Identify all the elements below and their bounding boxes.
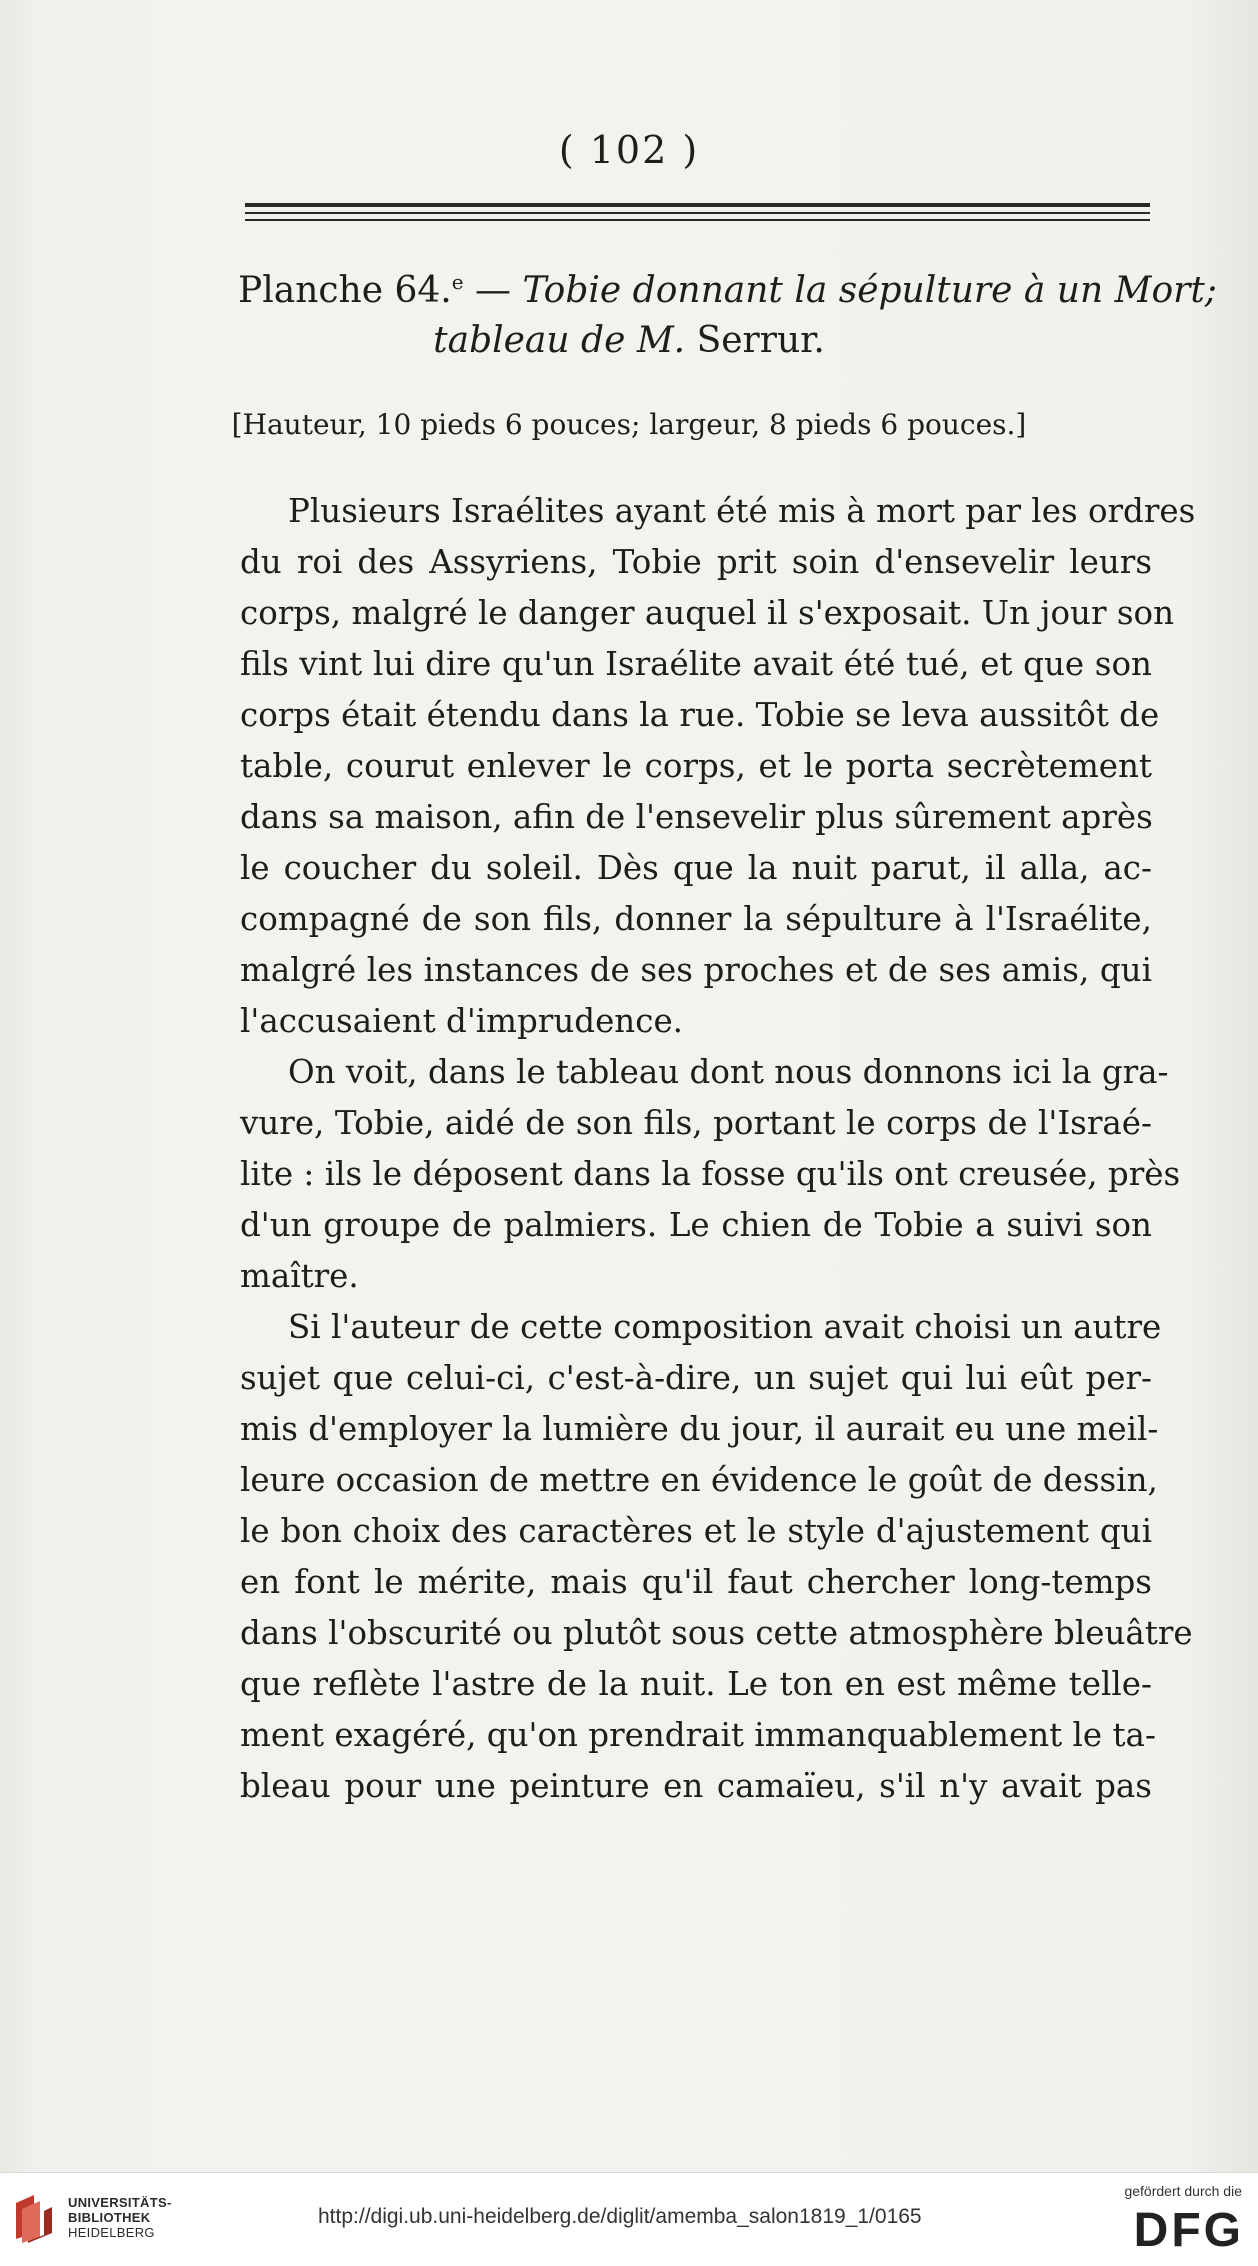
digitization-footer bbox=[0, 2172, 1258, 2266]
library-name bbox=[68, 2195, 172, 2240]
text-line: le bon choix des caractères et le style d'ajustement qui bbox=[240, 1512, 1152, 1550]
text-line: fils vint lui dire qu'un Israélite avait été tué, et que son bbox=[240, 645, 1152, 683]
artist-name: Serrur. bbox=[685, 320, 825, 361]
paragraph-1 bbox=[240, 486, 1196, 1047]
text-line: malgré les instances de ses proches et de ses amis, qui bbox=[240, 951, 1152, 989]
text-line: Si l'auteur de cette composition avait choisi un autre bbox=[288, 1308, 1162, 1346]
page-number: ( 102 ) bbox=[558, 128, 700, 172]
painting-attribution bbox=[0, 320, 1258, 361]
text-line: Plusieurs Israélites ayant été mis à mort par les ordres bbox=[288, 492, 1196, 530]
paragraph-2 bbox=[240, 1047, 1181, 1302]
plate-label: Planche 64. bbox=[238, 270, 452, 311]
text-line: On voit, dans le tableau dont nous donnons ici la gra- bbox=[288, 1053, 1169, 1091]
text-line: d'un groupe de palmiers. Le chien de Tobie a suivi son bbox=[240, 1206, 1152, 1244]
funder-note: gefördert durch die bbox=[1124, 2183, 1242, 2199]
text-line: mis d'employer la lumière du jour, il aurait eu une meil- bbox=[240, 1410, 1159, 1448]
permalink-url[interactable]: http://digi.ub.uni-heidelberg.de/diglit/amemba_salon1819_1/0165 bbox=[318, 2205, 922, 2228]
text-line: que reflète l'astre de la nuit. Le ton en est même telle- bbox=[240, 1665, 1152, 1703]
paragraph-3 bbox=[240, 1302, 1193, 1812]
library-name-line: BIBLIOTHEK bbox=[68, 2210, 151, 2225]
text-line: ment exagéré, qu'on prendrait immanquablement le ta- bbox=[240, 1716, 1156, 1754]
header-rule-bottom bbox=[245, 219, 1150, 221]
plate-subject: Tobie donnant la sépulture à un Mort; bbox=[522, 270, 1217, 311]
library-name-line: UNIVERSITÄTS- bbox=[68, 2195, 172, 2210]
text-line: lite : ils le déposent dans la fosse qu'ils ont creusée, près bbox=[240, 1155, 1181, 1193]
text-line: l'accusaient d'imprudence. bbox=[240, 1002, 684, 1040]
painting-dimensions: [Hauteur, 10 pieds 6 pouces; largeur, 8 pieds 6 pouces.] bbox=[231, 408, 1027, 441]
plate-title bbox=[238, 270, 1217, 311]
library-logo-icon bbox=[12, 2193, 58, 2245]
text-line: en font le mérite, mais qu'il faut chercher long-temps bbox=[240, 1563, 1152, 1601]
header-rule-thin bbox=[245, 212, 1150, 214]
plate-label-sup: e bbox=[451, 270, 464, 294]
text-line: compagné de son fils, donner la sépulture à l'Israélite, bbox=[240, 900, 1152, 938]
text-line: bleau pour une peinture en camaïeu, s'il n'y avait pas bbox=[240, 1767, 1152, 1805]
text-line: dans sa maison, afin de l'ensevelir plus sûrement après bbox=[240, 798, 1153, 836]
text-line: corps était étendu dans la rue. Tobie se leva aussitôt de bbox=[240, 696, 1160, 734]
painting-prefix: tableau de M. bbox=[433, 320, 686, 361]
title-dash: — bbox=[463, 270, 523, 311]
text-line: corps, malgré le danger auquel il s'exposait. Un jour son bbox=[240, 594, 1175, 632]
text-line: sujet que celui-ci, c'est-à-dire, un sujet qui lui eût per- bbox=[240, 1359, 1152, 1397]
header-rule-thick bbox=[245, 203, 1150, 207]
text-line: maître. bbox=[240, 1257, 359, 1295]
body-text bbox=[240, 486, 1196, 1812]
text-line: du roi des Assyriens, Tobie prit soin d'ensevelir leurs bbox=[240, 543, 1152, 581]
text-line: dans l'obscurité ou plutôt sous cette atmosphère bleuâtre bbox=[240, 1614, 1193, 1652]
text-line: le coucher du soleil. Dès que la nuit parut, il alla, ac- bbox=[240, 849, 1152, 887]
text-line: table, courut enlever le corps, et le porta secrètement bbox=[240, 747, 1152, 785]
text-line: vure, Tobie, aidé de son fils, portant le corps de l'Israé- bbox=[240, 1104, 1152, 1142]
dfg-logo: DFG bbox=[1133, 2204, 1244, 2257]
library-name-line: HEIDELBERG bbox=[68, 2225, 155, 2240]
text-line: leure occasion de mettre en évidence le goût de dessin, bbox=[240, 1461, 1158, 1499]
